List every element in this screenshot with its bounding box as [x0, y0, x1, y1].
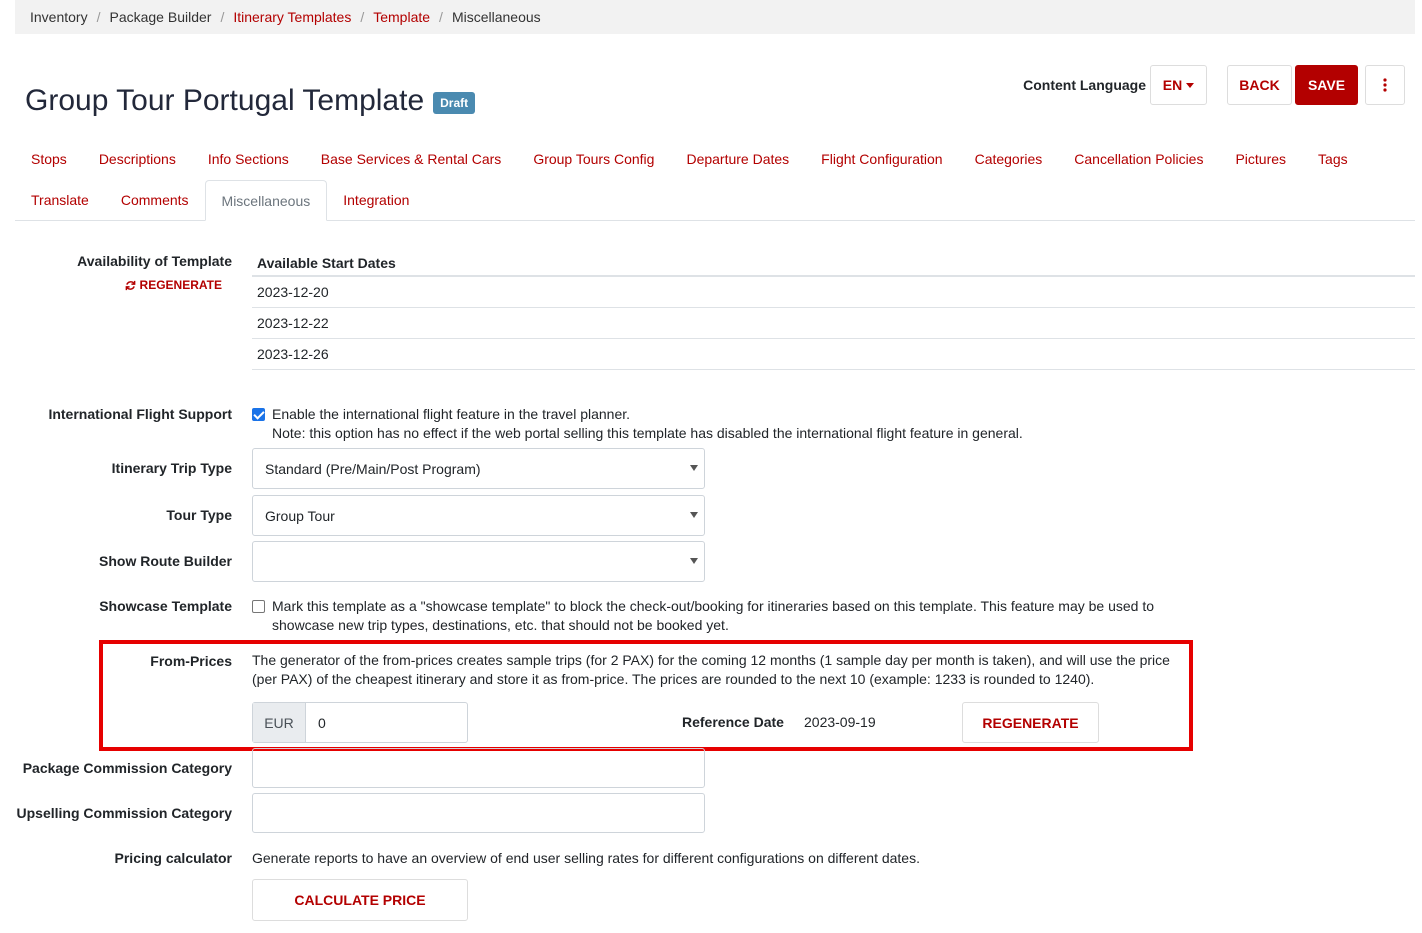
- from-prices-description: The generator of the from-prices creates sample trips (for 2 PAX) for the coming 12 months (1 sample day per month is taken), and will use the price (per PAX) of the cheapest itinerary and store it as from-price. The prices are rounded to the next 10 (example: 1233 is rounded to 1240).: [252, 652, 1170, 687]
- tab-descriptions[interactable]: Descriptions: [98, 151, 176, 167]
- dropdown-arrow-icon: [690, 512, 698, 518]
- tab-info-sections[interactable]: Info Sections: [207, 151, 289, 167]
- content-language-label: Content Language: [1023, 77, 1146, 93]
- refresh-icon: [125, 280, 136, 291]
- availability-regenerate-label: REGENERATE: [139, 278, 222, 292]
- breadcrumb-itinerary-templates[interactable]: Itinerary Templates: [233, 9, 352, 25]
- pricing-calculator-label: Pricing calculator: [114, 850, 232, 866]
- international-flight-block: [252, 405, 1023, 443]
- back-button[interactable]: BACK: [1227, 65, 1292, 105]
- tab-miscellaneous[interactable]: Miscellaneous: [205, 180, 328, 221]
- status-badge: Draft: [433, 92, 475, 114]
- tab-tags[interactable]: Tags: [1318, 151, 1348, 167]
- breadcrumb-separator: /: [220, 9, 225, 25]
- international-flight-label: International Flight Support: [48, 406, 232, 422]
- reference-date-value: 2023-09-19: [804, 714, 876, 730]
- international-flight-checkbox[interactable]: [252, 408, 265, 421]
- tab-base-services[interactable]: Base Services & Rental Cars: [320, 151, 502, 167]
- tab-integration[interactable]: Integration: [343, 192, 410, 208]
- tab-stops[interactable]: Stops: [31, 151, 67, 167]
- breadcrumb-miscellaneous: Miscellaneous: [451, 9, 541, 25]
- package-commission-label: Package Commission Category: [22, 760, 232, 776]
- showcase-template-label: Showcase Template: [99, 598, 232, 614]
- package-commission-input[interactable]: [252, 748, 705, 788]
- tour-type-select[interactable]: [252, 495, 705, 536]
- from-price-input[interactable]: 0: [318, 714, 326, 731]
- available-dates-table: [252, 250, 1415, 370]
- tour-type-value: Group Tour: [265, 507, 335, 524]
- dropdown-arrow-icon: [690, 558, 698, 564]
- vertical-dots-icon: [1383, 78, 1387, 92]
- breadcrumb-separator: /: [439, 9, 443, 25]
- dropdown-arrow-icon: [690, 465, 698, 471]
- international-flight-note: Note: this option has no effect if the web portal selling this template has disabled the international flight feature in general.: [272, 425, 1023, 441]
- availability-label: Availability of Template: [77, 253, 232, 269]
- header-actions: [1023, 65, 1405, 105]
- show-route-builder-select[interactable]: [252, 541, 705, 582]
- table-row: 2023-12-20: [252, 277, 1415, 308]
- page-title-text: Group Tour Portugal Template: [25, 84, 425, 117]
- tab-categories[interactable]: Categories: [974, 151, 1043, 167]
- save-button[interactable]: SAVE: [1295, 65, 1358, 105]
- itinerary-trip-type-label: Itinerary Trip Type: [111, 460, 232, 476]
- calculate-price-button[interactable]: CALCULATE PRICE: [252, 879, 468, 921]
- from-prices-regenerate-button[interactable]: REGENERATE: [962, 702, 1099, 743]
- breadcrumb-separator: /: [360, 9, 365, 25]
- reference-date-label: Reference Date: [682, 714, 784, 730]
- from-price-input-group: [252, 702, 468, 743]
- itinerary-trip-type-select[interactable]: [252, 448, 705, 489]
- pricing-calculator-text: Generate reports to have an overview of end user selling rates for different configurations on different dates.: [252, 850, 920, 866]
- tab-departure-dates[interactable]: Departure Dates: [686, 151, 790, 167]
- table-row: 2023-12-22: [252, 308, 1415, 339]
- itinerary-trip-type-value: Standard (Pre/Main/Post Program): [265, 460, 481, 477]
- breadcrumb-template[interactable]: Template: [373, 9, 431, 25]
- international-flight-text: Enable the international flight feature in the travel planner.: [272, 406, 631, 422]
- tab-cancellation-policies[interactable]: Cancellation Policies: [1074, 151, 1204, 167]
- showcase-template-block: [252, 597, 1182, 635]
- show-route-builder-label: Show Route Builder: [99, 553, 232, 569]
- language-value: EN: [1162, 77, 1183, 93]
- tour-type-label: Tour Type: [166, 507, 232, 523]
- upselling-commission-label: Upselling Commission Category: [16, 805, 232, 821]
- caret-down-icon: [1186, 83, 1194, 88]
- tab-group-tours-config[interactable]: Group Tours Config: [533, 151, 655, 167]
- international-flight-text-block: [272, 405, 1023, 443]
- tabs-row-2: [15, 180, 1415, 221]
- more-options-button[interactable]: [1365, 65, 1405, 105]
- tab-pictures[interactable]: Pictures: [1235, 151, 1287, 167]
- page-title: [25, 84, 475, 118]
- currency-addon: EUR: [253, 703, 306, 742]
- from-prices-label: From-Prices: [150, 653, 232, 669]
- upselling-commission-input[interactable]: [252, 793, 705, 833]
- availability-regenerate-link[interactable]: [125, 278, 222, 292]
- showcase-template-text: Mark this template as a "showcase template" to block the check-out/booking for itineraries based on this template. This feature may be used to showcase new trip types, destinations, etc. that should not be booked yet.: [272, 598, 1155, 633]
- breadcrumb-inventory[interactable]: Inventory: [30, 9, 88, 25]
- tab-translate[interactable]: Translate: [31, 192, 89, 208]
- breadcrumb-separator: /: [96, 9, 101, 25]
- tab-flight-configuration[interactable]: Flight Configuration: [821, 151, 943, 167]
- table-row: 2023-12-26: [252, 339, 1415, 370]
- tabs-row-1: [15, 148, 1364, 170]
- table-header: Available Start Dates: [252, 250, 1415, 277]
- language-dropdown[interactable]: [1150, 65, 1207, 105]
- breadcrumb-package-builder[interactable]: Package Builder: [109, 9, 212, 25]
- tab-comments[interactable]: Comments: [120, 192, 189, 208]
- breadcrumb: [15, 0, 1415, 34]
- showcase-template-checkbox[interactable]: [252, 600, 265, 613]
